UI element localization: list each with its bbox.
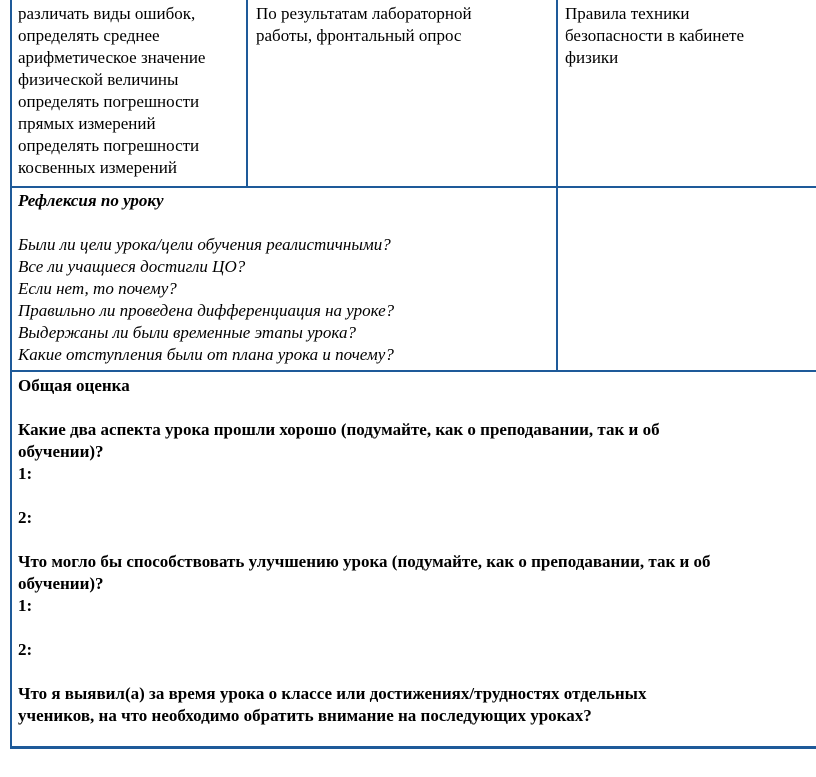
spacer [18, 529, 814, 551]
table-bottom-border [10, 746, 816, 749]
objectives-line: определять среднее [18, 26, 160, 45]
assessment-line: работы, фронтальный опрос [256, 26, 462, 45]
objectives-line: физической величины [18, 70, 179, 89]
summary-question-3-cont: учеников, на что необходимо обратить внимание на последующих уроках? [18, 706, 592, 725]
objectives-line: прямых измерений [18, 114, 156, 133]
objectives-line: различать виды ошибок, [18, 4, 196, 23]
spacer [18, 617, 814, 639]
reflection-question: Все ли учащиеся достигли ЦО? [18, 257, 246, 276]
lesson-plan-table [10, 0, 816, 750]
safety-line: безопасности в кабинете [565, 26, 745, 45]
reflection-question: Если нет, то почему? [18, 279, 177, 298]
reflection-question: Выдержаны ли были временные этапы урока? [18, 323, 356, 342]
spacer [18, 397, 814, 419]
assessment-line: По результатам лабораторной [256, 4, 472, 23]
reflection-notes-cell [566, 190, 812, 368]
summary-question-2: Что могло бы способствовать улучшению урока (подумайте, как о преподавании, так и об [18, 552, 711, 571]
reflection-cell [18, 190, 554, 366]
answer-slot-2: 2: [18, 508, 33, 527]
summary-title: Общая оценка [18, 376, 130, 395]
safety-line: физики [565, 48, 619, 67]
objectives-line: определять погрешности [18, 92, 200, 111]
summary-cell [18, 375, 814, 727]
objectives-line: определять погрешности [18, 136, 200, 155]
reflection-question: Какие отступления были от плана урока и почему? [18, 345, 394, 364]
spacer [18, 661, 814, 683]
answer-slot-4: 2: [18, 640, 33, 659]
answer-slot-3: 1: [18, 596, 33, 615]
reflection-title: Рефлексия по уроку [18, 191, 164, 210]
safety-line: Правила техники [565, 4, 690, 23]
summary-question-1-cont: обучении)? [18, 442, 104, 461]
col-divider-1 [246, 0, 248, 187]
table-left-border [10, 0, 12, 749]
assessment-cell [256, 3, 552, 47]
summary-question-2-cont: обучении)? [18, 574, 104, 593]
row-divider-1 [10, 186, 816, 188]
safety-cell [565, 3, 811, 69]
objectives-cell [18, 3, 244, 179]
objectives-line: косвенных измерений [18, 158, 177, 177]
objectives-line: арифметическое значение [18, 48, 206, 67]
spacer [18, 485, 814, 507]
reflection-question: Были ли цели урока/цели обучения реалистичными? [18, 235, 391, 254]
reflection-question: Правильно ли проведена дифференциация на уроке? [18, 301, 395, 320]
row-divider-2 [10, 370, 816, 372]
summary-question-1: Какие два аспекта урока прошли хорошо (подумайте, как о преподавании, так и об [18, 420, 660, 439]
spacer [18, 212, 554, 234]
answer-slot-1: 1: [18, 464, 33, 483]
col-divider-2 [556, 0, 558, 371]
summary-question-3: Что я выявил(а) за время урока о классе или достижениях/трудностях отдельных [18, 684, 647, 703]
